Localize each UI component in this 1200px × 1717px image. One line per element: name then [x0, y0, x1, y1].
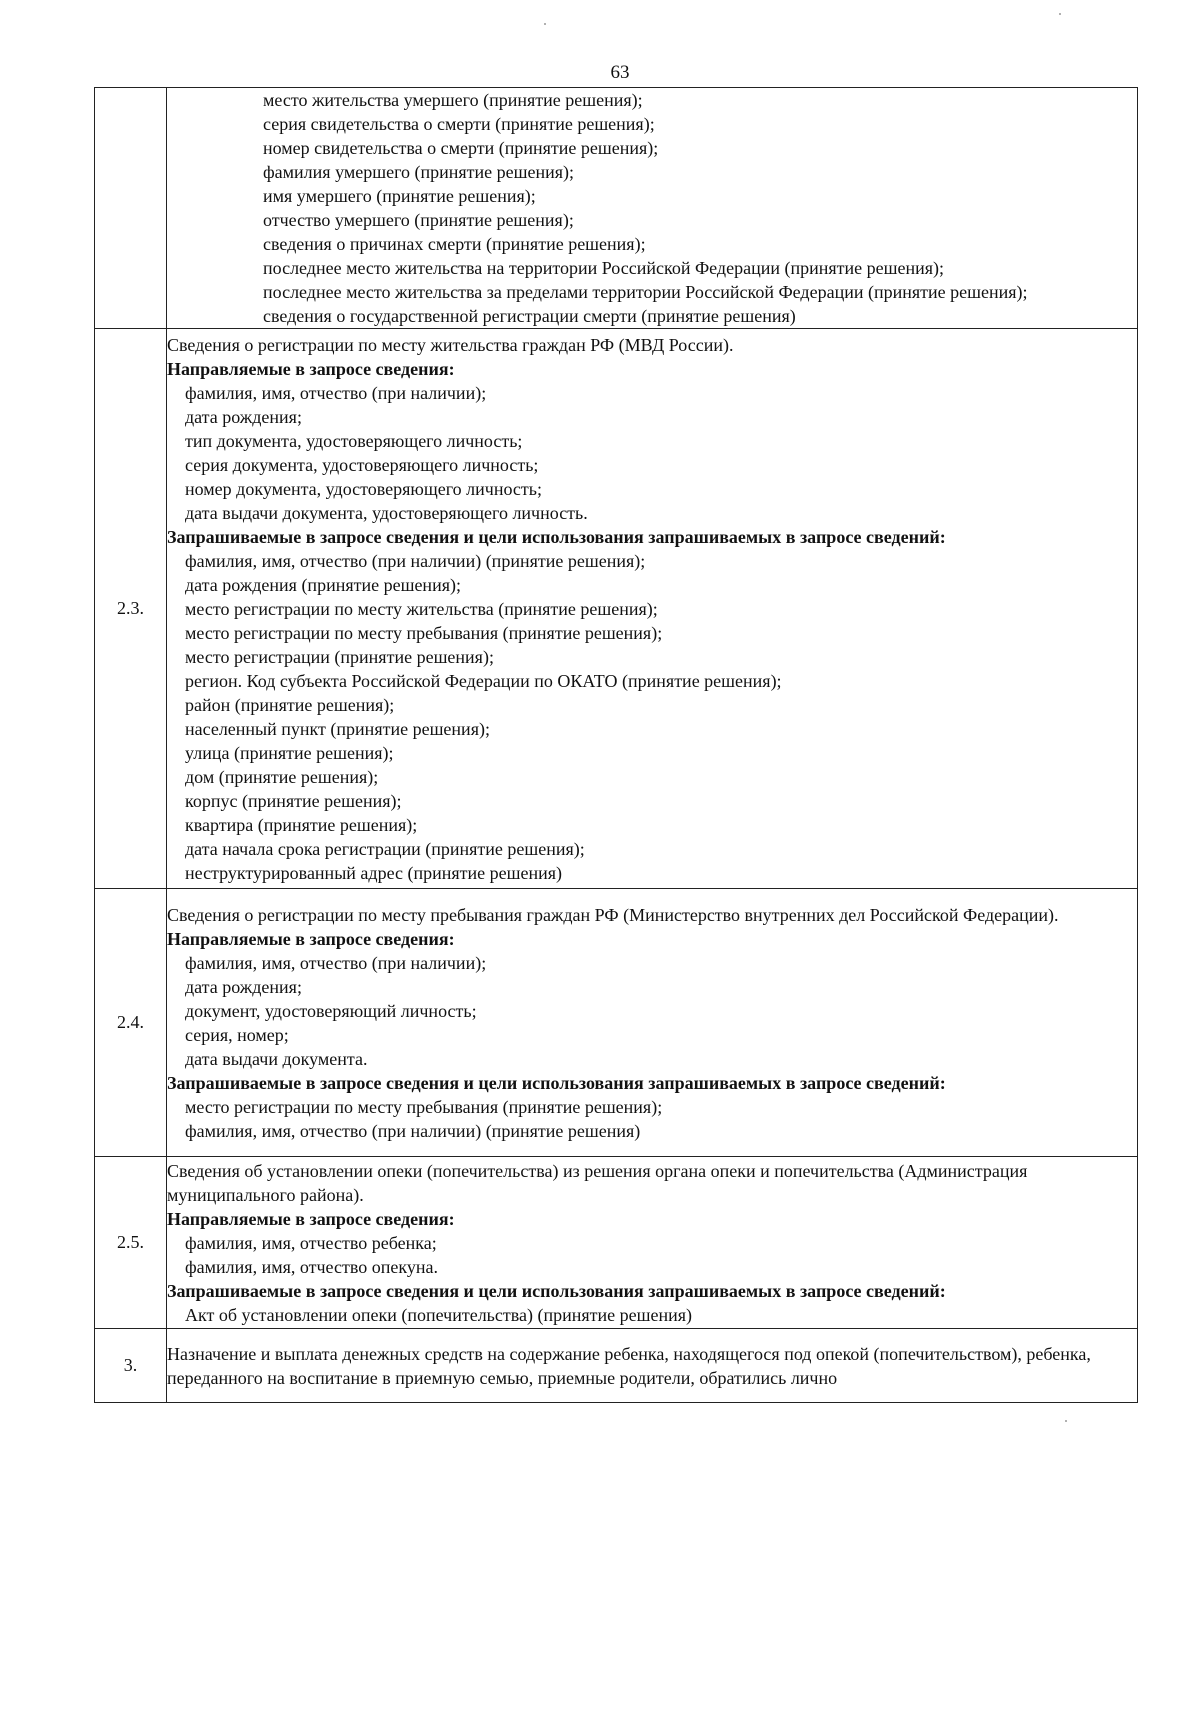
- list-item: дата выдачи документа.: [185, 1048, 368, 1069]
- list-item: дата начала срока регистрации (принятие решения);: [185, 838, 585, 859]
- list-item: фамилия, имя, отчество (при наличии) (принятие решения): [185, 1120, 641, 1141]
- list-item: последнее место жительства за пределами территории Российской Федерации (принятие решения);: [263, 282, 1028, 302]
- list-item: дом (принятие решения);: [185, 766, 379, 787]
- list-item: сведения о государственной регистрации смерти (принятие решения): [263, 306, 796, 326]
- list-item: населенный пункт (принятие решения);: [185, 718, 490, 739]
- section-title: Сведения об установлении опеки (попечительства) из решения органа опеки и попечительства (Администрация муниципального района).: [167, 1160, 1028, 1205]
- list-item: дата выдачи документа, удостоверяющего личность.: [185, 502, 588, 523]
- list-item: дата рождения;: [185, 976, 302, 997]
- list-item: номер свидетельства о смерти (принятие решения);: [263, 138, 659, 158]
- list-item: фамилия, имя, отчество опекуна.: [185, 1256, 438, 1277]
- section-title: Сведения о регистрации по месту жительства граждан РФ (МВД России).: [167, 334, 734, 355]
- sent-heading: Направляемые в запросе сведения:: [167, 928, 455, 949]
- list-item: улица (принятие решения);: [185, 742, 394, 763]
- list-item: номер документа, удостоверяющего личность;: [185, 478, 542, 499]
- page-number: 63: [610, 62, 630, 83]
- requested-heading: Запрашиваемые в запросе сведения и цели использования запрашиваемых в запросе сведений:: [167, 526, 946, 547]
- table-row-2-3: [95, 329, 1138, 889]
- list-item: место регистрации (принятие решения);: [185, 646, 494, 667]
- list-item: регион. Код субъекта Российской Федерации по ОКАТО (принятие решения);: [185, 670, 782, 691]
- row-number: 2.5.: [95, 1157, 167, 1329]
- list-item: отчество умершего (принятие решения);: [263, 210, 574, 230]
- list-item: место регистрации по месту пребывания (принятие решения);: [185, 622, 663, 643]
- list-item: неструктурированный адрес (принятие решения): [185, 862, 563, 883]
- list-item: тип документа, удостоверяющего личность;: [185, 430, 523, 451]
- list-item: фамилия, имя, отчество (при наличии);: [185, 952, 487, 973]
- list-item: место регистрации по месту пребывания (принятие решения);: [185, 1096, 663, 1117]
- row-content: [167, 889, 1138, 1157]
- table-row-3: [95, 1329, 1138, 1403]
- row-number: 3.: [95, 1329, 167, 1403]
- scan-speck: [1065, 1420, 1067, 1422]
- list-item: последнее место жительства на территории Российской Федерации (принятие решения);: [263, 258, 945, 278]
- scan-speck: [1059, 13, 1061, 15]
- row-number: 2.3.: [95, 329, 167, 889]
- scan-speck: [544, 23, 546, 25]
- list-item: фамилия, имя, отчество (при наличии);: [185, 382, 487, 403]
- list-item: сведения о причинах смерти (принятие решения);: [263, 234, 646, 254]
- list-item: дата рождения;: [185, 406, 302, 427]
- row-content: [167, 88, 1138, 329]
- requested-heading: Запрашиваемые в запросе сведения и цели использования запрашиваемых в запросе сведений:: [167, 1072, 946, 1093]
- row-content: [167, 329, 1138, 889]
- list-item: фамилия, имя, отчество ребенка;: [185, 1232, 437, 1253]
- section-title: Назначение и выплата денежных средств на содержание ребенка, находящегося под опекой (попечительством), ребенка, переданного на воспитание в приемную семью, приемные родители, обратились лично: [167, 1343, 1091, 1388]
- sent-heading: Направляемые в запросе сведения:: [167, 358, 455, 379]
- table-row-continuation: [95, 88, 1138, 329]
- list-item: район (принятие решения);: [185, 694, 395, 715]
- list-item: место жительства умершего (принятие решения);: [263, 90, 643, 110]
- list-item: фамилия, имя, отчество (при наличии) (принятие решения);: [185, 550, 646, 571]
- table-row-2-5: [95, 1157, 1138, 1329]
- requested-heading: Запрашиваемые в запросе сведения и цели использования запрашиваемых в запросе сведений:: [167, 1280, 946, 1301]
- sent-heading: Направляемые в запросе сведения:: [167, 1208, 455, 1229]
- list-item: дата рождения (принятие решения);: [185, 574, 461, 595]
- requirements-table: [94, 87, 1138, 1403]
- row-content: [167, 1157, 1138, 1329]
- list-item: серия, номер;: [185, 1024, 289, 1045]
- row-number: [95, 88, 167, 329]
- list-item: квартира (принятие решения);: [185, 814, 418, 835]
- list-item: место регистрации по месту жительства (принятие решения);: [185, 598, 658, 619]
- list-item: серия документа, удостоверяющего личность;: [185, 454, 539, 475]
- list-item: Акт об установлении опеки (попечительства) (принятие решения): [185, 1304, 693, 1325]
- row-content: [167, 1329, 1138, 1403]
- row-number: 2.4.: [95, 889, 167, 1157]
- list-item: имя умершего (принятие решения);: [263, 186, 536, 206]
- list-item: корпус (принятие решения);: [185, 790, 402, 811]
- section-title: Сведения о регистрации по месту пребывания граждан РФ (Министерство внутренних дел Российской Федерации).: [167, 904, 1059, 925]
- table-row-2-4: [95, 889, 1138, 1157]
- list-item: фамилия умершего (принятие решения);: [263, 162, 575, 182]
- list-item: серия свидетельства о смерти (принятие решения);: [263, 114, 655, 134]
- list-item: документ, удостоверяющий личность;: [185, 1000, 477, 1021]
